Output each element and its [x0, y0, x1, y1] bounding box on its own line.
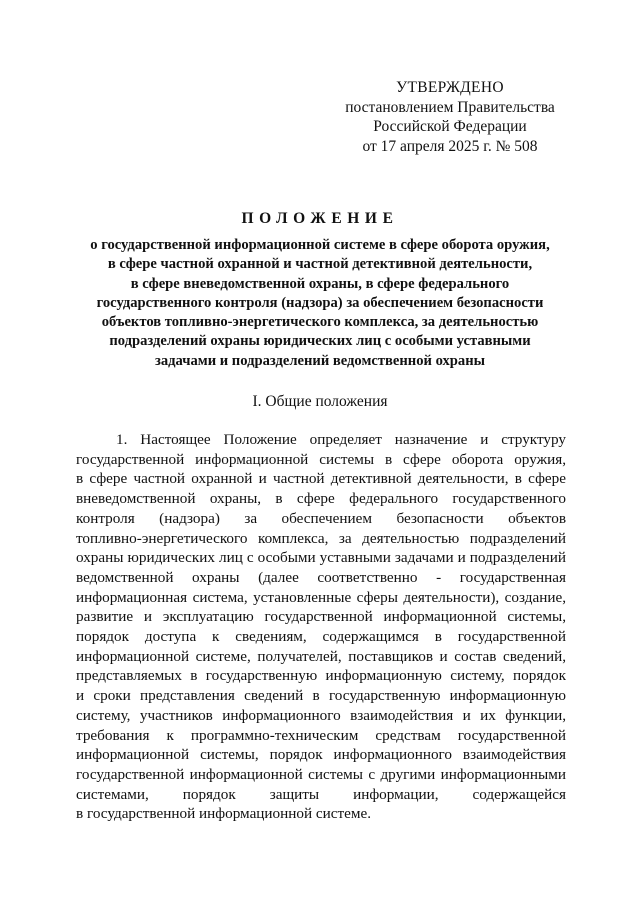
approval-stamp-label: УТВЕРЖДЕНО: [396, 79, 504, 96]
paragraph-1: [76, 430, 566, 824]
paragraph-line: информационная система, установленные сферы деятельности), создание,: [76, 588, 566, 606]
paragraph-line: государственной информационной системы с другими информационными: [76, 765, 566, 783]
paragraph-line: информационной системы, порядок информационного взаимодействия: [76, 746, 566, 764]
paragraph-line: охраны юридических лиц с особыми уставными задачами и подразделений: [76, 549, 566, 567]
document-title: ПОЛОЖЕНИЕ: [241, 210, 399, 227]
paragraph-line: ведомственной охраны (далее соответственно - государственная: [76, 568, 566, 586]
paragraph-line: порядок доступа к сведениям, содержащимся в государственной: [76, 628, 566, 646]
paragraph-line: требования к программно-техническим средствам государственной: [76, 726, 566, 744]
paragraph-line: в сфере частной охранной и частной детективной деятельности, в сфере: [76, 470, 566, 488]
paragraph-line: 1. Настоящее Положение определяет назначение и структуру: [116, 431, 566, 448]
paragraph-line: системами, порядок защиты информации, содержащейся: [76, 785, 566, 803]
paragraph-line: контроля (надзора) за обеспечением безопасности объектов: [76, 509, 566, 527]
paragraph-line: представляемых в государственную информационную систему, порядок: [76, 667, 566, 685]
section-heading: I. Общие положения: [252, 393, 388, 410]
paragraph-line: топливно-энергетического комплекса, за деятельностью подразделений: [76, 529, 566, 547]
paragraph-line: в государственной информационной системе.: [76, 805, 372, 823]
approval-block: [330, 78, 570, 156]
paragraph-line: информационной системе, получателей, поставщиков и состав сведений,: [76, 647, 566, 665]
paragraph-line: вневедомственной охраны, в сфере федерального государственного: [76, 490, 566, 508]
approval-line-2: Российской Федерации: [373, 118, 527, 135]
document-subtitle: о государственной информационной системе в сфере оборота оружия, в сфере частной охранной и частной детективной деятельности, в сфере вневедомственной охраны, в сфере федерального государственного контроля (надзора) за обеспечением безопасности объектов топливно-энергетического комплекса, за деятельностью подразделений охраны юридических лиц с особыми уставными задачами и подразделений ведомственной охраны: [90, 237, 550, 369]
paragraph-line: систему, участников информационного взаимодействия и их функции,: [76, 706, 566, 724]
approval-line-1: постановлением Правительства: [345, 98, 555, 116]
paragraph-line: государственной информационной системы в сфере оборота оружия,: [76, 450, 566, 468]
paragraph-line: и сроки представления сведений в государственную информационную: [76, 687, 566, 705]
approval-line-3: от 17 апреля 2025 г. № 508: [362, 137, 538, 155]
paragraph-line: развитие и эксплуатацию государственной информационной системы,: [76, 608, 566, 626]
